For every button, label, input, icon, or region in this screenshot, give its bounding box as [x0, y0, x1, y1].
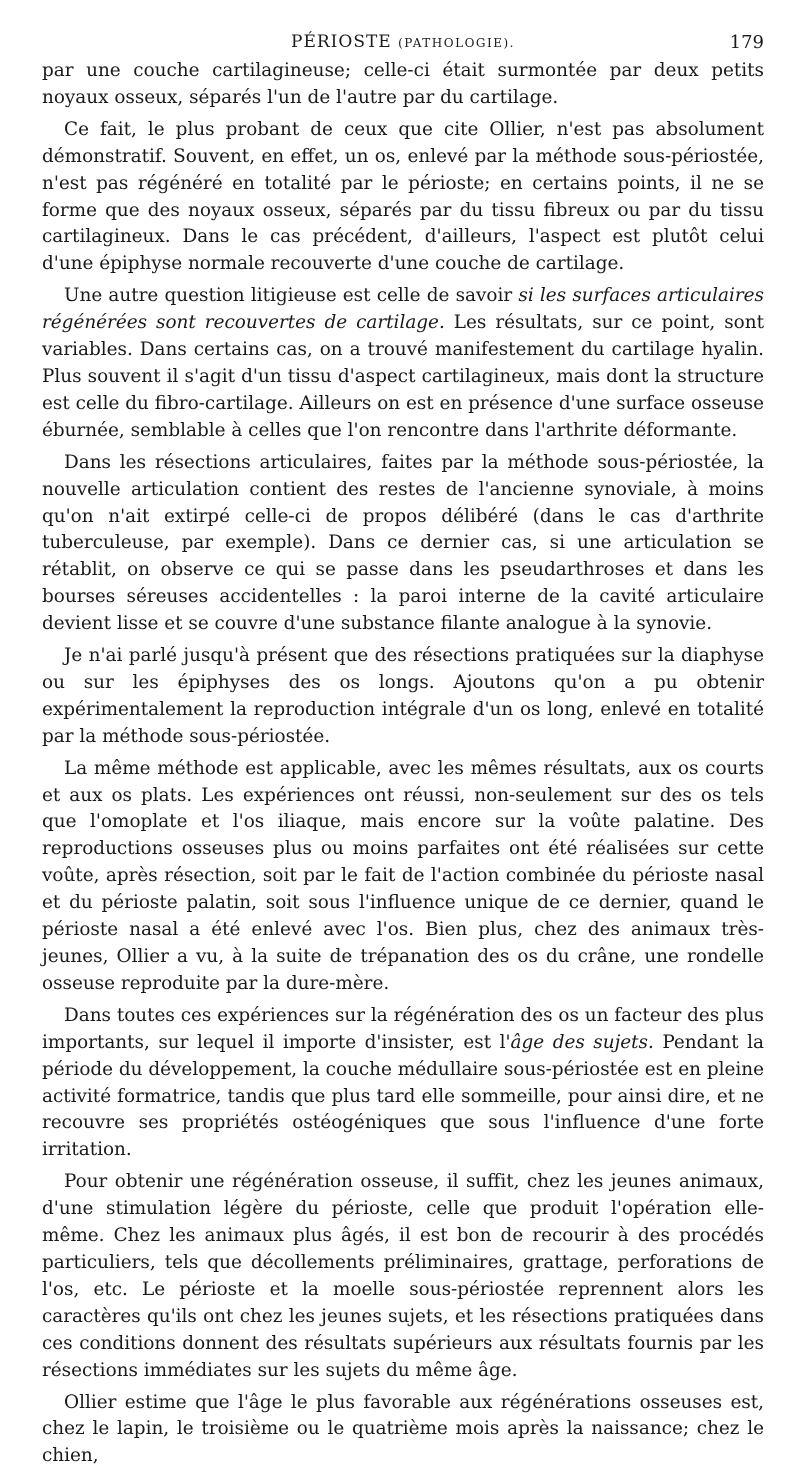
text-run: Dans les résections articulaires, faites par la méthode sous-périostée, la nouvelle articulation contient des restes de l'ancienne synoviale, à moins qu'on n'ait extirpé celle-ci de propos délibéré (dans le cas d'arthrite tuberculeuse, par exemple). Dans ce dernier cas, si une articulation se rétablit, on observe ce qui se passe dans les pseudarthroses et dans les bourses séreuses accidentelles : la paroi interne de la cavité articulaire devient lisse et se couvre d'une substance filante analogue à la synovie.: [42, 451, 764, 635]
paragraph: [42, 117, 764, 278]
text-run: La même méthode est applicable, avec les mêmes résultats, aux os courts et aux os plats. Les expériences ont réussi, non-seulement sur des os tels que l'omoplate et l'os iliaque, mais encore sur la voûte palatine. Des reproductions osseuses plus ou moins parfaites ont été réalisées sur cette voûte, après résection, soit par le fait de l'action combinée du périoste nasal et du périoste palatin, soit sous l'influence unique de ce dernier, quand le périoste nasal a été enlevé avec l'os. Bien plus, chez des animaux très-jeunes, Ollier a vu, à la suite de trépanation des os du crâne, une rondelle osseuse reproduite par la dure-mère.: [42, 757, 764, 994]
book-page: [42, 22, 764, 1475]
paragraph: [42, 1169, 764, 1384]
text-run: par une couche cartilagineuse; celle-ci était surmontée par deux petits noyaux osseux, séparés l'un de l'autre par du cartilage.: [42, 60, 764, 108]
running-title: [42, 32, 764, 52]
running-title-text: PÉRIOSTE: [291, 32, 392, 52]
body-text: [42, 58, 764, 1470]
paragraph: [42, 1390, 764, 1471]
text-run: Pour obtenir une régénération osseuse, il suffit, chez les jeunes animaux, d'une stimulation légère du périoste, celle que produit l'opération elle-même. Chez les animaux plus âgés, il est bon de recourir à des procédés particuliers, tels que décollements préliminaires, grattage, perforations de l'os, etc. Le périoste et la moelle sous-périostée reprennent alors les caractères qu'ils ont chez les jeunes sujets, et les résections pratiquées dans ces conditions donnent des résultats supérieurs aux résultats fournis par les résections immédiates sur les sujets du même âge.: [42, 1171, 764, 1381]
text-run: Ce fait, le plus probant de ceux que cite Ollier, n'est pas absolument démonstratif. Souvent, en effet, un os, enlevé par la méthode sous-périostée, n'est pas régénéré en totalité par le périoste; en certains points, il ne se forme que des noyaux osseux, séparés par du tissu fibreux ou par du tissu cartilagineux. Dans le cas précédent, d'ailleurs, l'aspect est plutôt celui d'une épiphyse normale recouverte d'une couche de cartilage.: [42, 118, 764, 275]
running-title-section: (PATHOLOGIE).: [398, 36, 515, 50]
text-run: Ollier estime que l'âge le plus favorable aux régénérations osseuses est, chez le lapin, le troisième ou le quatrième mois après la naissance; chez le chien,: [42, 1391, 764, 1467]
italic-phrase: si les surfaces articulaires régénérées sont recouvertes de cartilage.: [42, 285, 764, 334]
paragraph: [42, 1003, 764, 1164]
text-run: Une autre question litigieuse est celle de savoir: [64, 285, 519, 307]
running-header: [42, 22, 764, 58]
text-run: Je n'ai parlé jusqu'à présent que des résections pratiquées sur la diaphyse ou sur les épiphyses des os longs. Ajoutons qu'on a pu obtenir expérimentalement la reproduction intégrale d'un os long, enlevé en totalité par la méthode sous-périostée.: [42, 645, 764, 747]
paragraph: [42, 643, 764, 751]
paragraph: [42, 58, 764, 112]
text-run: Les résultats, sur ce point, sont variables. Dans certains cas, on a trouvé manifestement du cartilage hyalin. Plus souvent il s'agit d'un tissu d'aspect cartilagineux, mais dont la structure est celle du fibro-cartilage. Ailleurs on est en présence d'une surface osseuse éburnée, semblable à celles que l'on rencontre dans l'arthrite déformante.: [42, 312, 764, 441]
page-number: 179: [729, 32, 764, 53]
text-run: Dans toutes ces expériences sur la régénération des os un facteur des plus importants, sur lequel il importe d'insister, est l': [42, 1004, 764, 1053]
text-run: Pendant la période du développement, la couche médullaire sous-périostée est en pleine activité formatrice, tandis que plus tard elle sommeille, pour ainsi dire, et ne recouvre ses propriétés ostéogéniques que sous l'influence d'une forte irritation.: [42, 1031, 764, 1161]
paragraph: [42, 450, 764, 638]
paragraph: [42, 283, 764, 444]
paragraph: [42, 756, 764, 998]
italic-phrase: âge des sujets.: [510, 1031, 654, 1053]
